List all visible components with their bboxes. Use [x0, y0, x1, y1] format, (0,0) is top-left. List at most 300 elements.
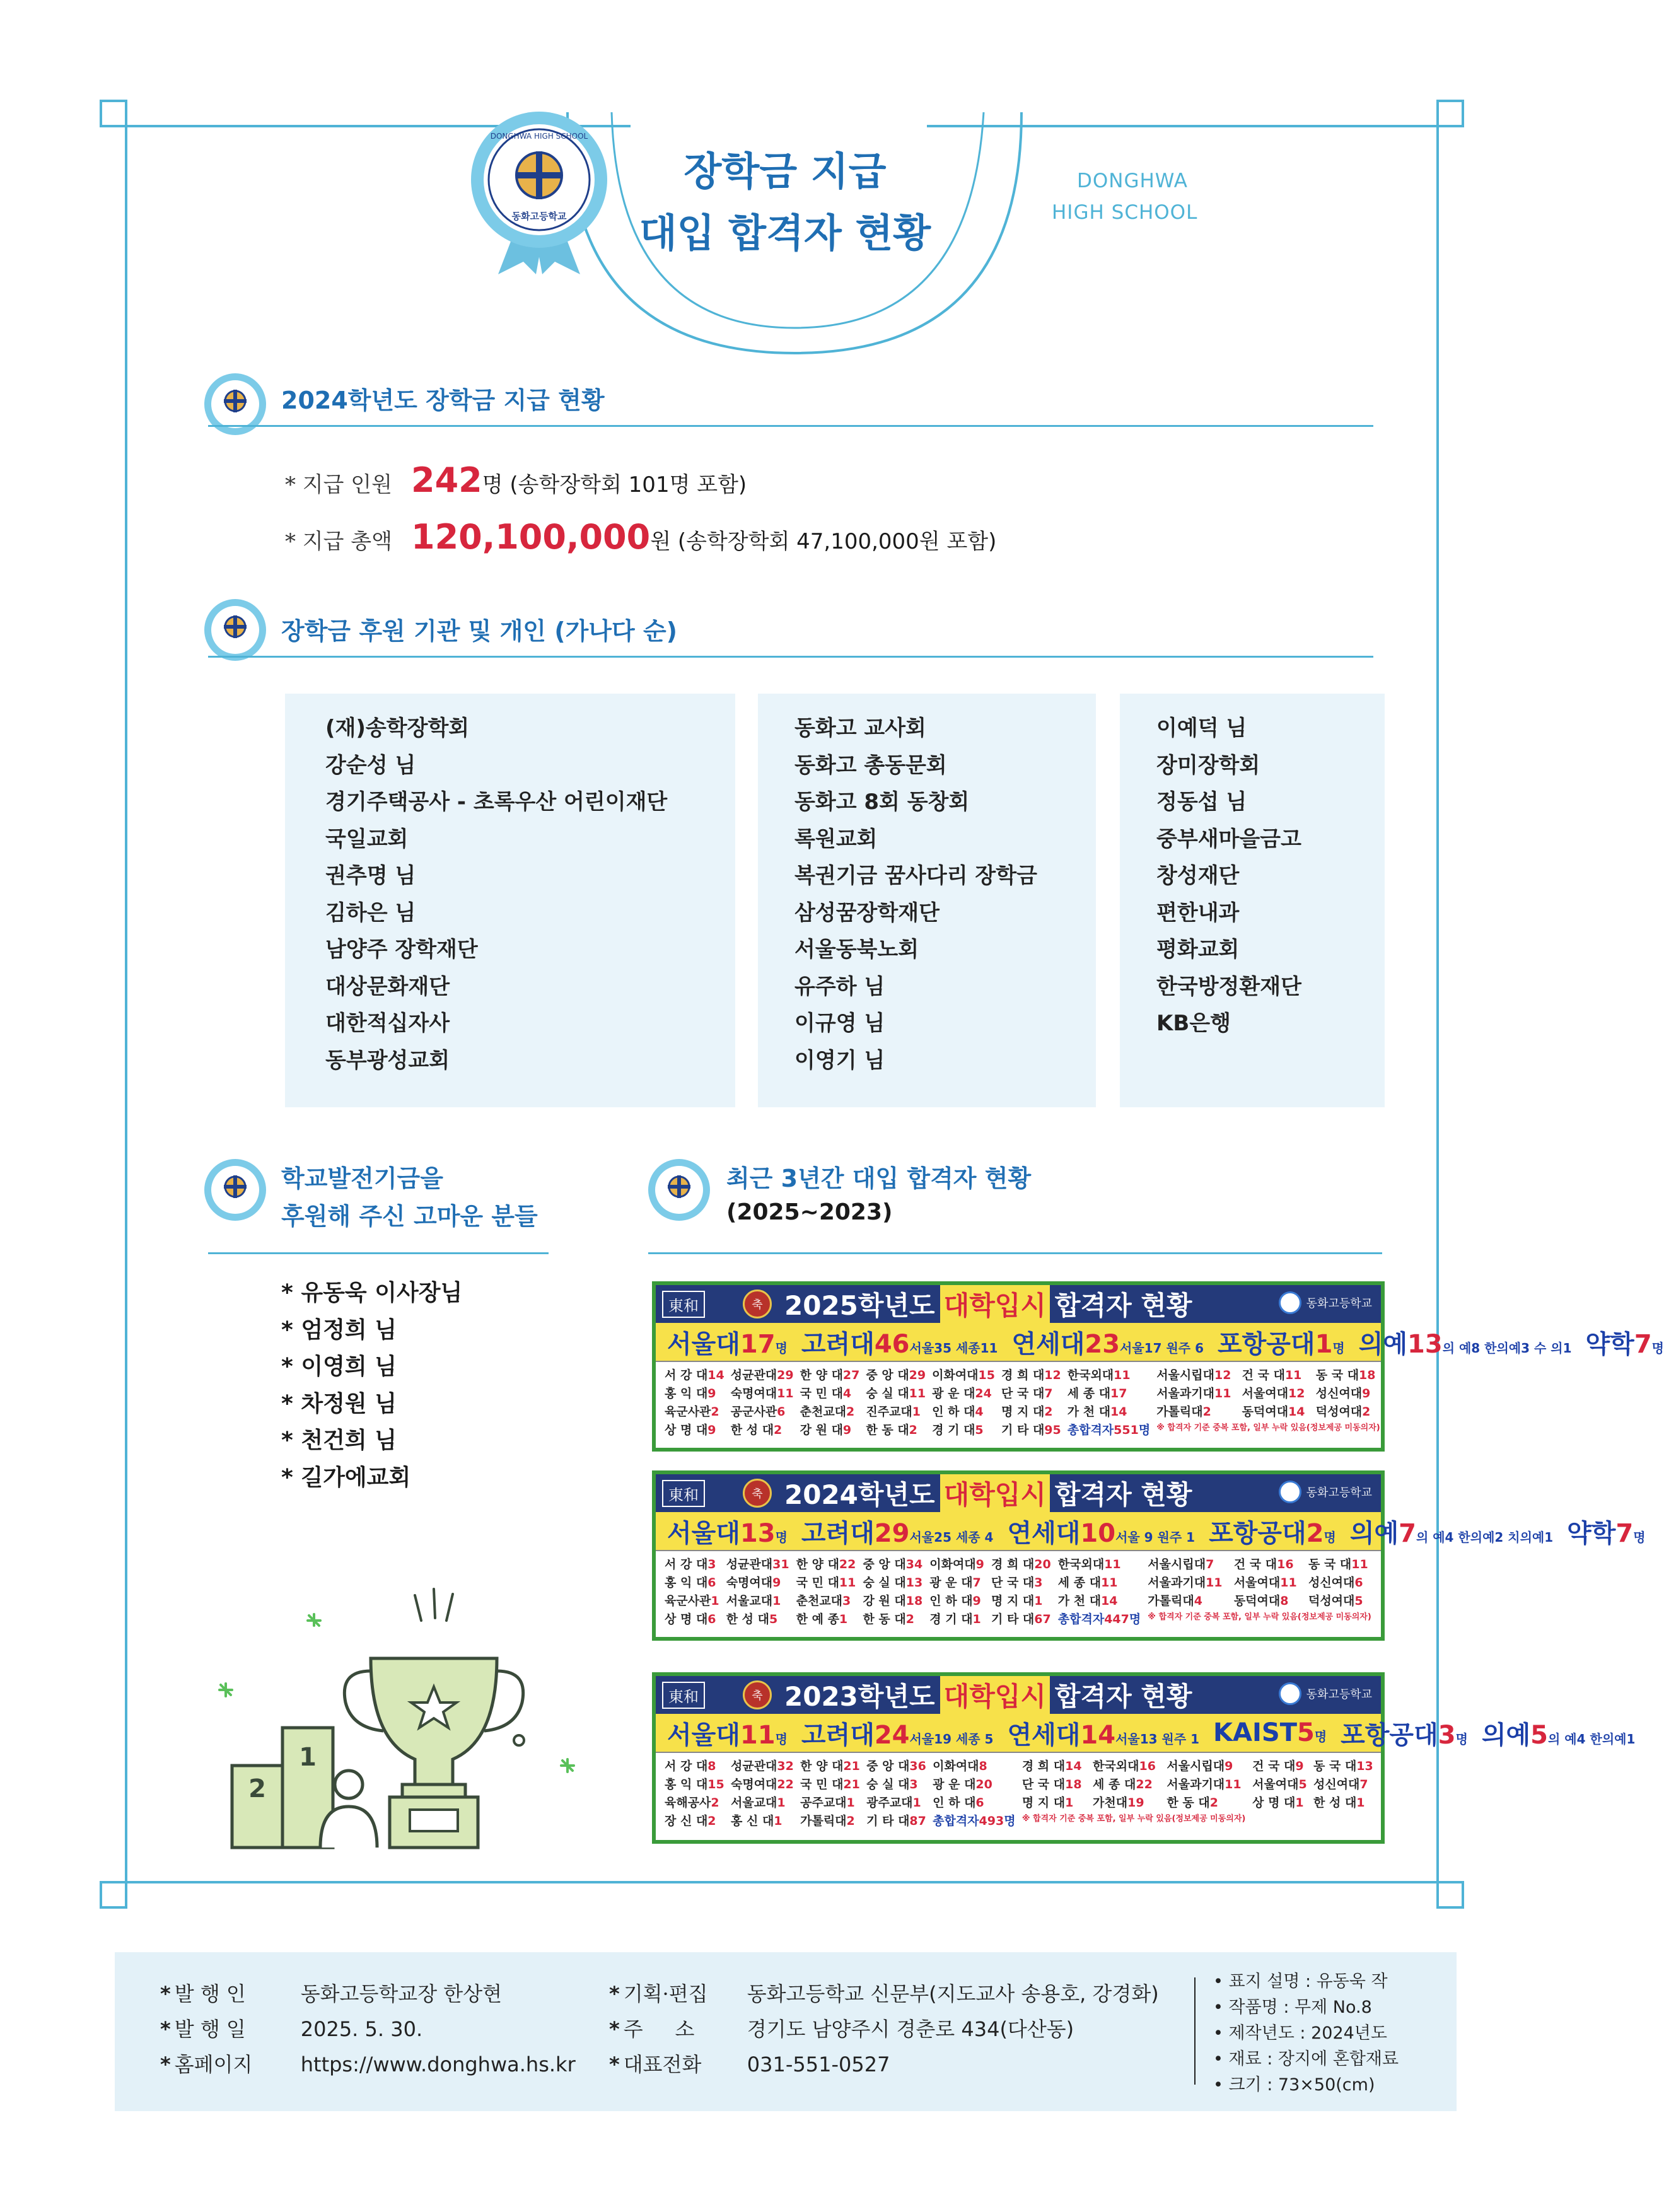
banner-school-name: 동화고등학교: [1306, 1297, 1372, 1310]
university-breakdown: 의 예4 한의예1: [1548, 1731, 1636, 1747]
university-name: 홍 익 대: [665, 1778, 708, 1791]
unit: 명: [775, 1340, 788, 1356]
sponsor-item: 서울동북노회: [794, 937, 919, 962]
cover-info-line: • 재료 : 장지에 혼합재료: [1213, 2049, 1399, 2069]
university-name: 한국외대: [1057, 1557, 1105, 1571]
university-entry: [665, 1775, 724, 1792]
university-entry: [731, 1775, 794, 1792]
university-name: 경 기 대: [929, 1612, 973, 1626]
university-name: 춘천교대: [796, 1594, 843, 1608]
university-entry: [866, 1793, 926, 1810]
university-count: 3: [1034, 1576, 1043, 1590]
top-university: [801, 1324, 998, 1360]
colophon-value: 경기도 남양주시 경춘로 434(다산동): [747, 2017, 1074, 2041]
university-entry: [731, 1793, 794, 1810]
university-count: 6: [777, 1405, 786, 1419]
page-title-line1: 장학금 지급: [684, 148, 887, 194]
total-unit: 명: [1138, 1423, 1151, 1437]
svg-text:DONGHWA HIGH SCHOOL: DONGHWA HIGH SCHOOL: [490, 132, 588, 141]
sponsor-item: 권추명 님: [325, 863, 416, 888]
university-entry: [731, 1421, 794, 1438]
university-count: 1: [839, 1612, 848, 1626]
university-count: 21: [843, 1778, 860, 1791]
sponsor-item: 복권기금 꿈사다리 장학금: [794, 863, 1037, 888]
school-logo-icon: [1279, 1481, 1301, 1503]
cover-info-line: • 작품명 : 무제 No.8: [1213, 1998, 1372, 2017]
university-count: 10: [1080, 1518, 1116, 1548]
celebration-emblem-icon: 축: [743, 1680, 772, 1709]
university-entry: [929, 1610, 985, 1627]
university-entry: [1308, 1555, 1373, 1572]
university-name: 의예: [1349, 1518, 1399, 1548]
university-entry: [1167, 1757, 1246, 1774]
university-name: 서울시립대: [1156, 1368, 1214, 1382]
university-count: 6: [1354, 1576, 1363, 1590]
university-name: 한 예 종: [796, 1612, 839, 1626]
university-entry: [1308, 1592, 1373, 1609]
top-university: [1213, 1718, 1327, 1747]
sponsor-item: 강순성 님: [325, 752, 416, 778]
university-count: 11: [1280, 1576, 1297, 1590]
university-count: 13: [905, 1576, 923, 1590]
total-count: 493: [979, 1814, 1004, 1828]
university-count: 1: [972, 1612, 981, 1626]
sponsor-item: 남양주 장학재단: [325, 937, 478, 962]
university-count: 12: [1288, 1387, 1305, 1400]
university-count: 14: [1065, 1759, 1082, 1773]
university-entry: [800, 1384, 860, 1401]
university-name: 한 양 대: [796, 1557, 839, 1571]
sponsor-item: 장미장학회: [1156, 752, 1260, 778]
university-name: 한 성 대: [1313, 1796, 1357, 1810]
university-name: 강 원 대: [800, 1423, 843, 1437]
university-entry: [1313, 1793, 1373, 1810]
university-name: 의예: [1358, 1329, 1408, 1359]
university-entry: [866, 1384, 926, 1401]
university-name: 장 신 대: [665, 1814, 708, 1828]
top-university: [801, 1513, 994, 1549]
colophon-value: 2025. 5. 30.: [300, 2017, 423, 2041]
university-entry: [796, 1592, 857, 1609]
university-count: 2: [711, 1405, 719, 1419]
university-name: 연세대: [1011, 1329, 1085, 1359]
colophon-row: [609, 1976, 1159, 2011]
university-count: 18: [905, 1594, 923, 1608]
university-entry: [665, 1812, 724, 1829]
university-entry: [863, 1555, 923, 1572]
university-name: 기 타 대: [991, 1612, 1035, 1626]
university-name: 세 종 대: [1067, 1387, 1111, 1400]
university-name: 한국외대: [1093, 1759, 1139, 1773]
sponsor-item: 창성재단: [1156, 863, 1240, 888]
university-name: 명 지 대: [1001, 1405, 1045, 1419]
sponsor-item: 유주하 님: [794, 974, 885, 999]
banner-top-universities: [656, 1714, 1636, 1753]
university-count: 1: [772, 1594, 781, 1608]
university-entry: [800, 1793, 860, 1810]
university-count: 9: [707, 1423, 716, 1437]
university-entry: [731, 1402, 794, 1419]
university-entry: [665, 1384, 724, 1401]
university-name: 서울교대: [731, 1796, 777, 1810]
sponsor-item: 한국방정환재단: [1156, 974, 1301, 999]
sponsor-column-2: [758, 694, 1096, 1107]
university-count: 9: [1362, 1387, 1371, 1400]
university-count: 1: [1295, 1796, 1304, 1810]
university-name: 중 앙 대: [863, 1557, 906, 1571]
total-label: 총합격자: [1057, 1612, 1105, 1626]
top-university: [1011, 1324, 1204, 1360]
celebration-emblem-icon: 축: [743, 1479, 772, 1508]
university-entry: [933, 1775, 1016, 1792]
university-name: 가 천 대: [1057, 1594, 1102, 1608]
bullet-icon: *: [609, 1982, 620, 2006]
sponsor-item: 경기주택공사 - 초록우산 어린이재단: [325, 789, 668, 815]
banner-university-grid: [656, 1753, 1381, 1829]
university-name: 성균관대: [726, 1557, 773, 1571]
university-name: 숭 실 대: [863, 1576, 906, 1590]
banner-highlight: 대학입시: [940, 1474, 1050, 1512]
stat-label: * 지급 인원: [285, 472, 392, 498]
university-count: 36: [909, 1759, 926, 1773]
university-entry: [866, 1775, 926, 1792]
university-name: 건 국 대: [1242, 1368, 1285, 1382]
university-count: 3: [707, 1557, 716, 1571]
university-entry: [1167, 1793, 1246, 1810]
university-count: 13: [1356, 1759, 1373, 1773]
university-count: 9: [1225, 1759, 1233, 1773]
university-name: 이화여대: [932, 1368, 979, 1382]
bullet-icon: *: [609, 2017, 620, 2041]
university-count: 4: [975, 1405, 984, 1419]
university-name: 연세대: [1007, 1518, 1081, 1548]
university-name: 한 양 대: [800, 1368, 843, 1382]
university-name: 홍 익 대: [665, 1387, 708, 1400]
school-name-en-2: HIGH SCHOOL: [1052, 201, 1198, 224]
university-entry: [1234, 1592, 1302, 1609]
section-subtitle-years: (2025~2023): [726, 1199, 893, 1225]
sponsor-column-1: [285, 694, 735, 1107]
university-breakdown: 의 예8 한의예3 수 의1: [1442, 1340, 1572, 1356]
university-entry: [1242, 1402, 1310, 1419]
university-entry: [726, 1610, 790, 1627]
top-university: [1209, 1513, 1336, 1549]
university-entry: [1068, 1384, 1150, 1401]
university-name: 건 국 대: [1233, 1557, 1277, 1571]
university-name: 가톨릭대: [1148, 1594, 1194, 1608]
university-count: 11: [1214, 1387, 1231, 1400]
university-entry: [1316, 1402, 1380, 1419]
university-entry: [929, 1573, 985, 1590]
top-university: [1567, 1513, 1645, 1549]
university-count: 1: [711, 1594, 719, 1608]
university-count: 3: [909, 1778, 918, 1791]
cover-description: [1213, 1969, 1399, 2098]
university-name: 공주교대: [800, 1796, 847, 1810]
university-count: 5: [1296, 1718, 1315, 1747]
university-name: 국 민 대: [796, 1576, 839, 1590]
university-name: 숙명여대: [730, 1387, 777, 1400]
university-count: 17: [740, 1329, 776, 1359]
banner-footnote: ※ 합격자 기준 중복 포함, 일부 누락 있음(정보제공 미동의자): [1148, 1612, 1371, 1622]
university-count: 7: [1399, 1518, 1416, 1548]
sponsor-item: 중부새마을금고: [1156, 826, 1301, 852]
university-name: 광주교대: [866, 1796, 913, 1810]
university-name: 포항공대: [1341, 1720, 1438, 1750]
banner-rest: 합격자 현황: [1054, 1479, 1192, 1510]
university-count: 15: [707, 1778, 724, 1791]
donor-item: * 천건희 님: [281, 1428, 397, 1453]
university-count: 13: [740, 1518, 776, 1548]
stat-recipients: [285, 460, 747, 500]
stat-suffix: 명 (송학장학회 101명 포함): [482, 472, 747, 498]
university-breakdown: 서울13 원주 1: [1115, 1731, 1200, 1747]
university-entry: [731, 1384, 794, 1401]
university-name: 상 명 대: [665, 1423, 708, 1437]
university-name: 중 앙 대: [866, 1368, 909, 1382]
university-count: 22: [839, 1557, 856, 1571]
university-count: 17: [1110, 1387, 1127, 1400]
university-count: 20: [975, 1778, 992, 1791]
page-title-line2: 대입 합격자 현황: [639, 210, 931, 256]
university-name: 서 강 대: [665, 1557, 708, 1571]
university-entry: [866, 1402, 926, 1419]
donor-item: * 엄정희 님: [281, 1317, 397, 1343]
university-entry: [726, 1555, 790, 1572]
university-name: 연세대: [1007, 1720, 1081, 1750]
university-count: 1: [1315, 1329, 1333, 1359]
university-name: 숙명여대: [731, 1778, 777, 1791]
colophon-editorial: [609, 1976, 1159, 2082]
university-breakdown: 의 예4 한의예2 치의예1: [1416, 1529, 1554, 1545]
university-count: 16: [1277, 1557, 1294, 1571]
university-count: 1: [1356, 1796, 1365, 1810]
university-entry: [1313, 1775, 1373, 1792]
celebration-emblem-icon: 축: [743, 1289, 772, 1318]
colophon-value: 동화고등학교장 한상현: [300, 1982, 503, 2006]
unit: 명: [1332, 1340, 1345, 1356]
total-label: 총합격자: [933, 1814, 979, 1828]
university-count: 5: [1354, 1594, 1363, 1608]
university-count: 2: [846, 1405, 855, 1419]
colophon-key: 대표전화: [623, 2052, 702, 2076]
university-name: 서울시립대: [1167, 1759, 1225, 1773]
university-entry: [863, 1573, 923, 1590]
banner-highlight: 대학입시: [940, 1676, 1050, 1714]
university-count: 46: [874, 1329, 910, 1359]
school-logo-icon: [1279, 1291, 1301, 1314]
university-name: 중 앙 대: [866, 1759, 910, 1773]
university-count: 9: [1295, 1759, 1304, 1773]
university-entry: [1058, 1573, 1142, 1590]
section-badge-icon: [203, 1158, 267, 1222]
university-count: 14: [1101, 1594, 1118, 1608]
total-unit: 명: [1004, 1814, 1016, 1828]
sponsor-item: 평화교회: [1156, 937, 1240, 962]
university-count: 14: [707, 1368, 724, 1382]
university-count: 1: [1034, 1594, 1043, 1608]
university-count: 11: [777, 1387, 794, 1400]
unit: 명: [775, 1529, 788, 1545]
university-entry: [863, 1610, 923, 1627]
sponsor-item: (재)송학장학회: [325, 716, 470, 741]
university-entry: [1022, 1775, 1086, 1792]
university-entry: [665, 1421, 724, 1438]
section-title-fund-line1: 학교발전기금을: [281, 1165, 443, 1192]
university-entry: [933, 1757, 1016, 1774]
colophon-footer: [115, 1952, 1457, 2111]
university-count: 6: [707, 1612, 716, 1626]
university-name: 인 하 대: [929, 1594, 973, 1608]
university-count: 11: [1206, 1576, 1223, 1590]
university-count: 11: [909, 1387, 926, 1400]
sponsor-item: 이규영 님: [794, 1011, 885, 1036]
banner-highlight: 대학입시: [940, 1285, 1050, 1323]
svg-text:동화고등학교: 동화고등학교: [511, 211, 567, 222]
university-name: 서울대: [667, 1329, 740, 1359]
university-count: 2: [1306, 1518, 1324, 1548]
university-count: 2: [1202, 1405, 1211, 1419]
banner-footnote: ※ 합격자 기준 중복 포함, 일부 누락 있음(정보제공 미동의자): [1156, 1423, 1380, 1433]
university-name: 한국외대: [1067, 1368, 1114, 1382]
university-count: 29: [874, 1518, 910, 1548]
university-name: 상 명 대: [1252, 1796, 1296, 1810]
university-name: 동 국 대: [1315, 1368, 1359, 1382]
university-name: 세 종 대: [1093, 1778, 1136, 1791]
sponsor-item: 김하은 님: [325, 900, 416, 926]
university-name: 포항공대: [1218, 1329, 1315, 1359]
university-entry: [731, 1812, 794, 1829]
university-name: 성균관대: [730, 1368, 777, 1382]
section-divider: [208, 1252, 549, 1254]
unit: 명: [775, 1731, 788, 1747]
university-name: 동 국 대: [1313, 1759, 1357, 1773]
colophon-key: 발 행 인: [174, 1982, 246, 2006]
university-entry: [665, 1610, 720, 1627]
university-entry: [796, 1555, 857, 1572]
top-university: [1341, 1715, 1468, 1751]
university-name: 경 희 대: [1021, 1759, 1066, 1773]
university-count: 9: [772, 1576, 781, 1590]
cover-info-line: • 크기 : 73×50(cm): [1213, 2075, 1375, 2095]
university-name: 포항공대: [1209, 1518, 1306, 1548]
university-count: 7: [1044, 1387, 1053, 1400]
university-entry: [1093, 1775, 1160, 1792]
university-count: 11: [740, 1720, 776, 1750]
university-name: 서울대: [667, 1720, 740, 1750]
university-count: 1: [777, 1796, 786, 1810]
university-entry: [932, 1402, 995, 1419]
bullet-icon: *: [609, 2052, 620, 2076]
university-count: 14: [1288, 1405, 1305, 1419]
university-entry: [991, 1610, 1052, 1627]
banner-title: [784, 1285, 1192, 1323]
total-admitted: [1068, 1421, 1150, 1438]
university-count: 29: [909, 1368, 926, 1382]
university-entry: [1234, 1555, 1302, 1572]
university-count: 9: [842, 1423, 852, 1437]
university-entry: [1093, 1757, 1160, 1774]
top-university: [1482, 1715, 1635, 1751]
university-entry: [800, 1775, 860, 1792]
university-count: 3: [842, 1594, 851, 1608]
donor-item: * 차정원 님: [281, 1390, 397, 1417]
university-name: 인 하 대: [932, 1405, 975, 1419]
university-count: 95: [1044, 1423, 1061, 1437]
total-count: 551: [1114, 1423, 1139, 1437]
university-count: 2: [774, 1423, 783, 1437]
university-count: 5: [769, 1612, 778, 1626]
university-entry: [1242, 1366, 1310, 1383]
university-count: 14: [1080, 1720, 1116, 1750]
university-name: 홍 신 대: [731, 1814, 774, 1828]
university-name: 가톨릭대: [800, 1814, 847, 1828]
university-breakdown: 서울 9 원주 1: [1115, 1529, 1196, 1545]
colophon-row: [609, 2047, 1159, 2082]
colophon-value[interactable]: https://www.donghwa.hs.kr: [300, 2052, 576, 2076]
university-count: 20: [1034, 1557, 1051, 1571]
university-name: 국 민 대: [800, 1387, 843, 1400]
university-entry: [932, 1421, 995, 1438]
university-count: 9: [972, 1594, 981, 1608]
university-count: 8: [1280, 1594, 1289, 1608]
university-entry: [796, 1610, 857, 1627]
university-entry: [1001, 1366, 1061, 1383]
university-count: 29: [777, 1368, 794, 1382]
section-title-fund-line2: 후원해 주신 고마운 분들: [281, 1202, 538, 1230]
university-count: 32: [777, 1759, 794, 1773]
university-count: 11: [1101, 1576, 1118, 1590]
donor-item: * 이영희 님: [281, 1354, 397, 1380]
university-name: 광 운 대: [932, 1387, 975, 1400]
university-count: 11: [1284, 1368, 1302, 1382]
university-name: 서울과기대: [1156, 1387, 1214, 1400]
university-entry: [796, 1573, 857, 1590]
banner-title: [784, 1676, 1192, 1714]
university-name: 가톨릭대: [1156, 1405, 1203, 1419]
university-count: 11: [1104, 1557, 1121, 1571]
footer-divider: [1194, 1977, 1196, 2085]
admissions-banner: [652, 1470, 1646, 1641]
top-university: [1007, 1513, 1195, 1549]
university-entry: [731, 1757, 794, 1774]
top-university: [667, 1324, 788, 1360]
university-count: 31: [772, 1557, 789, 1571]
university-count: 24: [975, 1387, 992, 1400]
university-name: 서울과기대: [1167, 1778, 1225, 1791]
university-entry: [726, 1573, 790, 1590]
university-name: 경 기 대: [932, 1423, 975, 1437]
total-label: 총합격자: [1067, 1423, 1114, 1437]
university-entry: [1167, 1775, 1246, 1792]
banner-year: 2024학년도: [784, 1479, 935, 1510]
sponsor-item: KB은행: [1156, 1011, 1231, 1036]
university-entry: [1313, 1757, 1373, 1774]
university-name: 단 국 대: [1001, 1387, 1045, 1400]
colophon-value: 동화고등학교 신문부(지도교사 송용호, 강경화): [747, 1982, 1159, 2006]
school-emblem-badge: [467, 107, 612, 277]
top-university: [1007, 1715, 1199, 1751]
top-university: [801, 1715, 994, 1751]
sponsor-item: 대한적십자사: [325, 1011, 450, 1036]
university-count: 2: [707, 1814, 716, 1828]
university-name: 덕성여대: [1308, 1594, 1355, 1608]
university-count: 2: [711, 1796, 719, 1810]
university-count: 22: [777, 1778, 794, 1791]
university-count: 11: [1225, 1778, 1242, 1791]
university-entry: [1022, 1757, 1086, 1774]
university-name: 기 타 대: [866, 1814, 910, 1828]
